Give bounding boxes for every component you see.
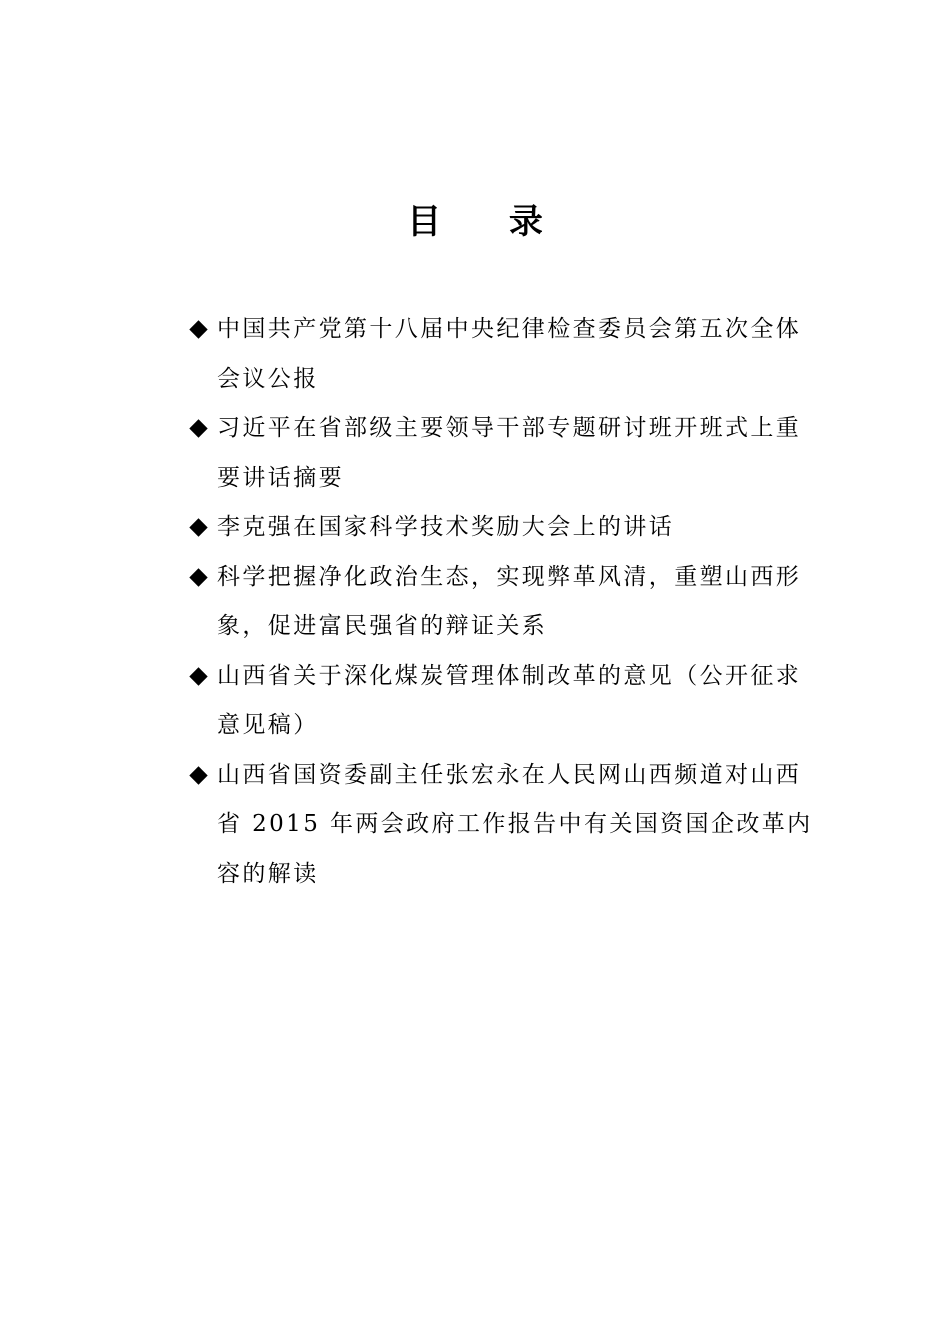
- black-diamond-icon: [186, 652, 210, 702]
- toc-entry: [186, 553, 816, 652]
- toc-entry: [186, 305, 816, 404]
- toc-entry-text: 习近平在省部级主要领导干部专题研讨班开班式上重要讲话摘要: [217, 415, 802, 491]
- black-diamond-icon: [186, 305, 210, 355]
- black-diamond-icon: [186, 404, 210, 454]
- black-diamond-icon: [186, 553, 210, 603]
- toc-entry-text: 山西省国资委副主任张宏永在人民网山西频道对山西省 2015 年两会政府工作报告中有关国资国企改革内容的解读: [217, 761, 813, 887]
- toc-entry: [186, 404, 816, 503]
- toc-entry: [186, 503, 816, 553]
- toc-entry-text: 中国共产党第十八届中央纪律检查委员会第五次全体会议公报: [217, 316, 802, 392]
- black-diamond-icon: [186, 751, 210, 801]
- toc-entry-text: 李克强在国家科学技术奖励大会上的讲话: [217, 514, 675, 540]
- table-of-contents: [186, 305, 816, 899]
- page-title: 目 录: [407, 202, 571, 242]
- toc-entry: [186, 652, 816, 751]
- toc-entry: [186, 751, 816, 900]
- toc-entry-text: 山西省关于深化煤炭管理体制改革的意见（公开征求意见稿）: [217, 662, 802, 738]
- toc-entry-text: 科学把握净化政治生态，实现弊革风清，重塑山西形象，促进富民强省的辩证关系: [217, 563, 802, 639]
- black-diamond-icon: [186, 503, 210, 553]
